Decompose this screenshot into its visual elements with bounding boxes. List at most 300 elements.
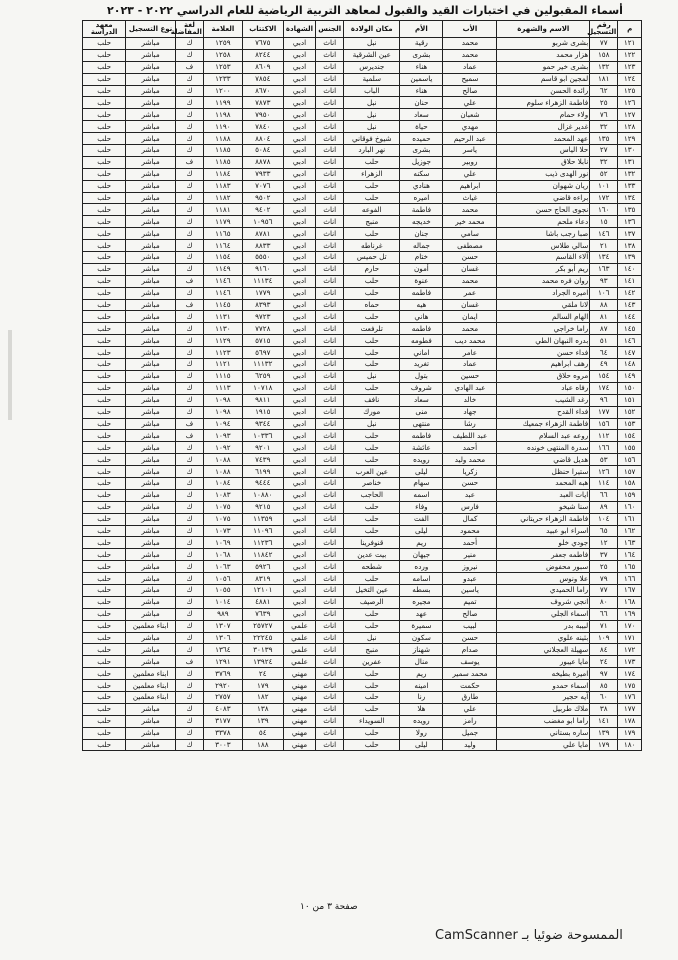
table-body bbox=[83, 38, 642, 751]
table-cell: مهني bbox=[283, 739, 315, 751]
table-cell: مباشر bbox=[126, 573, 176, 585]
table-cell: هديل قاضي bbox=[497, 454, 590, 466]
table-cell: هزار محمد bbox=[497, 49, 590, 61]
table-cell: اناث bbox=[316, 525, 344, 537]
table-cell: عبد اللطيف bbox=[443, 430, 497, 442]
table-cell: اناث bbox=[316, 121, 344, 133]
table-row bbox=[83, 228, 642, 240]
table-cell: مباشر bbox=[126, 715, 176, 727]
table-row bbox=[83, 668, 642, 680]
table-cell: ادبي bbox=[283, 168, 315, 180]
table-cell: عفرين bbox=[344, 656, 400, 668]
table-cell: اناث bbox=[316, 561, 344, 573]
table-cell: آيه حجير bbox=[497, 691, 590, 703]
table-cell: نهر البارد bbox=[344, 145, 400, 157]
table-cell: ٥٤ bbox=[242, 727, 283, 739]
table-cell: حلب bbox=[83, 513, 126, 525]
table-cell: ١١٧٩ bbox=[203, 216, 242, 228]
table-cell: ١٨٢ bbox=[242, 691, 283, 703]
table-cell: ١٧٨ bbox=[618, 715, 642, 727]
table-cell: ١١٤٥ bbox=[203, 299, 242, 311]
table-row bbox=[83, 537, 642, 549]
table-cell: ٣٢ bbox=[590, 156, 618, 168]
table-cell: هناء bbox=[400, 85, 443, 97]
table-cell: حلب bbox=[83, 228, 126, 240]
table-cell: عماد bbox=[443, 61, 497, 73]
table-cell: مصطفى bbox=[443, 240, 497, 252]
table-cell: منتهى bbox=[400, 418, 443, 430]
table-cell: حلب bbox=[83, 727, 126, 739]
table-cell: ادبي bbox=[283, 180, 315, 192]
table-cell: اسراء ابو عبيد bbox=[497, 525, 590, 537]
table-cell: ك bbox=[175, 85, 203, 97]
table-cell: جميل bbox=[443, 727, 497, 739]
table-cell: اناث bbox=[316, 418, 344, 430]
table-cell: اناث bbox=[316, 454, 344, 466]
table-cell: ك bbox=[175, 323, 203, 335]
table-cell: ٧٨٥٤ bbox=[242, 73, 283, 85]
table-cell: ٢٧٥٧ bbox=[203, 691, 242, 703]
table-cell: ادبي bbox=[283, 192, 315, 204]
table-cell: منال bbox=[400, 656, 443, 668]
table-cell: ١٠٩٨ bbox=[203, 406, 242, 418]
table-row bbox=[83, 394, 642, 406]
table-cell: مباشر bbox=[126, 347, 176, 359]
table-cell: ك bbox=[175, 501, 203, 513]
table-cell: رهف ابراهيم bbox=[497, 359, 590, 371]
table-cell: سهام bbox=[400, 477, 443, 489]
table-cell: حميده bbox=[400, 133, 443, 145]
table-cell: ادبي bbox=[283, 240, 315, 252]
table-cell: ادبي bbox=[283, 121, 315, 133]
table-cell: ريم bbox=[400, 668, 443, 680]
table-cell: ١٣٢ bbox=[618, 168, 642, 180]
table-cell: ٨٣٩٣ bbox=[242, 299, 283, 311]
table-cell: طارق bbox=[443, 691, 497, 703]
table-cell: رامز bbox=[443, 715, 497, 727]
table-cell: ك bbox=[175, 97, 203, 109]
table-cell: سميح bbox=[443, 73, 497, 85]
table-cell: حلب bbox=[83, 691, 126, 703]
table-cell: اناث bbox=[316, 596, 344, 608]
table-cell: حلب bbox=[344, 192, 400, 204]
table-cell: ٨٨ bbox=[590, 299, 618, 311]
table-cell: شعبان bbox=[443, 109, 497, 121]
table-cell: ادبي bbox=[283, 156, 315, 168]
table-cell: فاطمه bbox=[400, 323, 443, 335]
table-cell: مهني bbox=[283, 715, 315, 727]
table-cell: ك bbox=[175, 133, 203, 145]
table-cell: مباشر bbox=[126, 596, 176, 608]
table-cell: حلب bbox=[344, 513, 400, 525]
table-cell: ادبي bbox=[283, 97, 315, 109]
table-cell: ٤٨٨١ bbox=[242, 596, 283, 608]
table-cell: ١٢٥٣ bbox=[203, 61, 242, 73]
table-cell: ك bbox=[175, 703, 203, 715]
table-cell: مباشر bbox=[126, 525, 176, 537]
table-cell: حلب bbox=[83, 73, 126, 85]
table-cell: حلب bbox=[83, 644, 126, 656]
table-cell: ٣٠١٣٩ bbox=[242, 644, 283, 656]
table-cell: وليد bbox=[443, 739, 497, 751]
table-cell: مباشر bbox=[126, 537, 176, 549]
table-cell: ادبي bbox=[283, 228, 315, 240]
table-cell: ك bbox=[175, 620, 203, 632]
table-cell: اناث bbox=[316, 240, 344, 252]
table-cell: ١٢٠٠ bbox=[203, 85, 242, 97]
table-cell: تلرفعت bbox=[344, 323, 400, 335]
table-cell: ادبي bbox=[283, 311, 315, 323]
table-cell: اناث bbox=[316, 61, 344, 73]
table-cell: ١٠٧٥ bbox=[203, 501, 242, 513]
table-cell: حلب bbox=[83, 739, 126, 751]
table-cell: حلب bbox=[344, 359, 400, 371]
table-cell: حلب bbox=[83, 133, 126, 145]
table-cell: اناث bbox=[316, 180, 344, 192]
table-cell: ك bbox=[175, 644, 203, 656]
table-cell: انجي شروف bbox=[497, 596, 590, 608]
table-row bbox=[83, 370, 642, 382]
table-cell: مباشر bbox=[126, 430, 176, 442]
table-cell: مباشر bbox=[126, 73, 176, 85]
table-cell: حلب bbox=[83, 442, 126, 454]
table-row bbox=[83, 442, 642, 454]
table-cell: ادبي bbox=[283, 85, 315, 97]
table-cell: نبل bbox=[344, 97, 400, 109]
column-header: م bbox=[618, 21, 642, 38]
table-cell: حلب bbox=[83, 525, 126, 537]
table-cell: اناث bbox=[316, 442, 344, 454]
table-cell: مباشر bbox=[126, 549, 176, 561]
table-cell: ١٧١ bbox=[618, 632, 642, 644]
table-cell: ك bbox=[175, 73, 203, 85]
table-row bbox=[83, 121, 642, 133]
table-cell: ١٠٣٣٦ bbox=[242, 430, 283, 442]
table-row bbox=[83, 145, 642, 157]
table-cell: ١٨٠ bbox=[618, 739, 642, 751]
table-cell: ١٤٨ bbox=[618, 359, 642, 371]
table-cell: ٢١ bbox=[590, 240, 618, 252]
table-cell: خناصر bbox=[344, 477, 400, 489]
table-cell: ٢٢٢٤٥ bbox=[242, 632, 283, 644]
table-cell: اناث bbox=[316, 323, 344, 335]
table-cell: ١٠٨٣ bbox=[203, 489, 242, 501]
table-cell: اناث bbox=[316, 549, 344, 561]
table-cell: ١٢٦ bbox=[618, 97, 642, 109]
table-cell: أحمد bbox=[443, 442, 497, 454]
table-cell: ملاك طربيل bbox=[497, 703, 590, 715]
table-cell: ١٠٧١٨ bbox=[242, 382, 283, 394]
table-cell: ١٦٧ bbox=[618, 584, 642, 596]
table-cell: ك bbox=[175, 204, 203, 216]
table-cell: اناث bbox=[316, 192, 344, 204]
table-cell: ٧٨٧٣ bbox=[242, 97, 283, 109]
table-cell: حلب bbox=[83, 501, 126, 513]
table-cell: ٦٦ bbox=[590, 489, 618, 501]
table-cell: ليلى bbox=[400, 466, 443, 478]
table-cell: اميره الجراد bbox=[497, 287, 590, 299]
table-cell: ١٣٥ bbox=[590, 133, 618, 145]
table-cell: ك bbox=[175, 454, 203, 466]
table-cell: حلب bbox=[83, 573, 126, 585]
table-cell: حلب bbox=[83, 596, 126, 608]
table-cell: مباشر bbox=[126, 370, 176, 382]
table-cell: ف bbox=[175, 656, 203, 668]
table-cell: السويداء bbox=[344, 715, 400, 727]
table-cell: حماه bbox=[344, 299, 400, 311]
table-cell: ١٠٩٢ bbox=[203, 442, 242, 454]
table-cell: ١٠٦٣ bbox=[203, 561, 242, 573]
table-cell: ف bbox=[175, 156, 203, 168]
table-cell: ك bbox=[175, 584, 203, 596]
table-cell: ١٤١ bbox=[590, 715, 618, 727]
table-row bbox=[83, 549, 642, 561]
table-cell: ١١١٣ bbox=[203, 382, 242, 394]
table-cell: مهدي bbox=[443, 121, 497, 133]
table-cell: حلب bbox=[83, 537, 126, 549]
table-cell: ك bbox=[175, 252, 203, 264]
table-cell: ١٠٧٣ bbox=[203, 525, 242, 537]
table-row bbox=[83, 573, 642, 585]
table-cell: بشرى شربو bbox=[497, 38, 590, 50]
table-cell: ايمان bbox=[443, 311, 497, 323]
table-cell: ٣٣٧٨ bbox=[203, 727, 242, 739]
table-cell: ١٢٥٩ bbox=[203, 38, 242, 50]
table-cell: ١٦٨ bbox=[618, 596, 642, 608]
table-cell: حلب bbox=[344, 608, 400, 620]
table-cell: فاطمة bbox=[400, 204, 443, 216]
table-cell: ١٤٩ bbox=[618, 370, 642, 382]
table-cell: لمجين ابو قاسم bbox=[497, 73, 590, 85]
scanner-watermark: الممسوحة ضوئيا بـ CamScanner bbox=[435, 928, 623, 943]
table-cell: ٣٧٦٩ bbox=[203, 668, 242, 680]
table-cell: ١٤٥ bbox=[618, 323, 642, 335]
table-row bbox=[83, 466, 642, 478]
table-cell: ١٨١ bbox=[590, 73, 618, 85]
table-cell: ادبي bbox=[283, 73, 315, 85]
table-cell: روان فره محمد bbox=[497, 275, 590, 287]
table-cell: اناث bbox=[316, 537, 344, 549]
table-cell: ١٧٢ bbox=[590, 192, 618, 204]
table-cell: ٩٣٤٤ bbox=[242, 418, 283, 430]
table-cell: حلب bbox=[83, 454, 126, 466]
table-cell: اناث bbox=[316, 263, 344, 275]
table-cell: ادبي bbox=[283, 38, 315, 50]
table-cell: غسان bbox=[443, 263, 497, 275]
table-cell: ١٢٦ bbox=[590, 466, 618, 478]
table-cell: بشرى bbox=[400, 145, 443, 157]
table-cell: ١٥٨ bbox=[590, 49, 618, 61]
table-cell: ف bbox=[175, 275, 203, 287]
table-cell: زكريا bbox=[443, 466, 497, 478]
table-cell: حلب bbox=[83, 192, 126, 204]
table-cell: ١٠٦٨ bbox=[203, 549, 242, 561]
table-cell: مروه حلاق bbox=[497, 370, 590, 382]
table-cell: ٨٧ bbox=[590, 323, 618, 335]
table-row bbox=[83, 73, 642, 85]
table-cell: اناث bbox=[316, 299, 344, 311]
table-cell: اناث bbox=[316, 727, 344, 739]
table-cell: ف bbox=[175, 61, 203, 73]
table-row bbox=[83, 739, 642, 751]
table-row bbox=[83, 489, 642, 501]
table-cell: لبيب bbox=[443, 620, 497, 632]
table-cell: الرصيف bbox=[344, 596, 400, 608]
table-cell: ك bbox=[175, 192, 203, 204]
table-cell: ١٦٦ bbox=[590, 442, 618, 454]
table-cell: حلب bbox=[83, 656, 126, 668]
table-cell: علمي bbox=[283, 632, 315, 644]
table-cell: اناث bbox=[316, 370, 344, 382]
table-cell: منبج bbox=[344, 216, 400, 228]
table-cell: رغد الشيب bbox=[497, 394, 590, 406]
document-title: أسماء المقبولين في اختبارات القيد والقبول لمعاهد التربية الرياضية للعام الدراسي ٢٠٢٢ - ٢٠٢٣ bbox=[107, 4, 623, 17]
table-cell: ١١٢ bbox=[590, 430, 618, 442]
table-cell: ١٤٦ bbox=[590, 228, 618, 240]
table-cell: محمد bbox=[443, 275, 497, 287]
table-cell: حلب bbox=[83, 620, 126, 632]
table-cell: اناث bbox=[316, 204, 344, 216]
table-cell: حلب bbox=[344, 156, 400, 168]
table-cell: مهني bbox=[283, 727, 315, 739]
table-cell: حلب bbox=[83, 168, 126, 180]
table-cell: الباب bbox=[344, 85, 400, 97]
table-row bbox=[83, 299, 642, 311]
table-cell: مايا علي bbox=[497, 739, 590, 751]
table-cell: عين التخيل bbox=[344, 584, 400, 596]
table-cell: ١٢٩ bbox=[618, 133, 642, 145]
table-cell: حلب bbox=[83, 632, 126, 644]
table-cell: مباشر bbox=[126, 489, 176, 501]
table-cell: ١٢٣٣ bbox=[203, 73, 242, 85]
table-cell: غدير غزال bbox=[497, 121, 590, 133]
table-cell: جهاد bbox=[443, 406, 497, 418]
table-cell: ١١٨١ bbox=[203, 204, 242, 216]
table-cell: مباشر bbox=[126, 323, 176, 335]
admissions-table bbox=[82, 20, 642, 751]
table-cell: ١٣١ bbox=[618, 156, 642, 168]
table-cell: اناث bbox=[316, 573, 344, 585]
table-cell: اناث bbox=[316, 335, 344, 347]
table-cell: عبدو bbox=[443, 573, 497, 585]
table-cell: ولاء حمام bbox=[497, 109, 590, 121]
table-cell: مباشر bbox=[126, 442, 176, 454]
table-cell: اناث bbox=[316, 347, 344, 359]
table-cell: نبل bbox=[344, 418, 400, 430]
table-cell: ١٤٠ bbox=[618, 263, 642, 275]
table-row bbox=[83, 656, 642, 668]
table-row bbox=[83, 204, 642, 216]
table-cell: ك bbox=[175, 668, 203, 680]
table-cell: ١٣٠٦ bbox=[203, 632, 242, 644]
table-cell: حلب bbox=[344, 680, 400, 692]
table-cell: ١١٢٣ bbox=[203, 347, 242, 359]
table-cell: ١٠٧٥ bbox=[203, 513, 242, 525]
table-cell: مباشر bbox=[126, 133, 176, 145]
table-cell: ٢٤ bbox=[590, 656, 618, 668]
table-cell: ٨٠ bbox=[590, 596, 618, 608]
table-cell: جوزيل bbox=[400, 156, 443, 168]
table-cell: حلب bbox=[83, 477, 126, 489]
table-cell: ١٣٤ bbox=[618, 192, 642, 204]
table-cell: ١٥٣ bbox=[618, 418, 642, 430]
table-cell: ٩٧٢٣ bbox=[242, 311, 283, 323]
table-row bbox=[83, 382, 642, 394]
table-cell: مباشر bbox=[126, 287, 176, 299]
table-cell: حلب bbox=[83, 406, 126, 418]
table-cell: عين العرب bbox=[344, 466, 400, 478]
table-cell: اناث bbox=[316, 382, 344, 394]
table-cell: ك bbox=[175, 513, 203, 525]
table-cell: اناث bbox=[316, 73, 344, 85]
table-cell: ادبي bbox=[283, 275, 315, 287]
table-cell: مباشر bbox=[126, 204, 176, 216]
table-cell: ١١٢١ bbox=[203, 359, 242, 371]
table-cell: نبل bbox=[344, 121, 400, 133]
table-cell: حلب bbox=[344, 573, 400, 585]
table-cell: ٨٨٠٤ bbox=[242, 133, 283, 145]
table-cell: ١٩١٥ bbox=[242, 406, 283, 418]
table-cell: الحاجب bbox=[344, 489, 400, 501]
table-cell: شهناز bbox=[400, 644, 443, 656]
table-cell: ٧٧ bbox=[590, 38, 618, 50]
column-header: الأم bbox=[400, 21, 443, 38]
table-cell: حلب bbox=[344, 620, 400, 632]
table-cell: حلب bbox=[344, 668, 400, 680]
table-cell: اماني bbox=[400, 347, 443, 359]
table-cell: محمد bbox=[443, 204, 497, 216]
table-cell: حلب bbox=[83, 287, 126, 299]
table-cell: ١٤٢ bbox=[618, 287, 642, 299]
table-cell: ١٣٦٤ bbox=[203, 644, 242, 656]
table-cell: ١٦٣ bbox=[590, 263, 618, 275]
table-cell: ١٢٩١ bbox=[203, 656, 242, 668]
table-cell: ٨٢٤٤ bbox=[242, 49, 283, 61]
table-cell: راما خراجي bbox=[497, 323, 590, 335]
table-cell: فاطمة الزهراء حريتاني bbox=[497, 513, 590, 525]
table-cell: عنوة bbox=[400, 275, 443, 287]
table-cell: محمد وليد bbox=[443, 454, 497, 466]
table-cell: ك bbox=[175, 145, 203, 157]
table-cell: حلب bbox=[344, 691, 400, 703]
table-cell: جنان bbox=[400, 228, 443, 240]
table-cell: سبور محفوض bbox=[497, 561, 590, 573]
table-cell: ١١٣٠ bbox=[203, 323, 242, 335]
table-cell: ادبي bbox=[283, 608, 315, 620]
table-cell: ١١٨٥ bbox=[203, 156, 242, 168]
table-cell: ك bbox=[175, 311, 203, 323]
table-cell: حلب bbox=[83, 156, 126, 168]
table-cell: حلب bbox=[83, 418, 126, 430]
table-cell: ١٣٩ bbox=[242, 715, 283, 727]
table-cell: عبد الرحيم bbox=[443, 133, 497, 145]
table-cell: ك bbox=[175, 596, 203, 608]
table-cell: حلب bbox=[83, 61, 126, 73]
table-cell: فداء القدح bbox=[497, 406, 590, 418]
table-cell: ريان شهوان bbox=[497, 180, 590, 192]
table-cell: حلب bbox=[344, 180, 400, 192]
table-cell: حسين bbox=[443, 370, 497, 382]
table-cell: ابناء معلمين bbox=[126, 668, 176, 680]
table-cell: حلب bbox=[83, 549, 126, 561]
table-cell: ١١٣١ bbox=[203, 311, 242, 323]
table-cell: ١٢ bbox=[590, 537, 618, 549]
table-cell: اناث bbox=[316, 49, 344, 61]
table-cell: ادبي bbox=[283, 347, 315, 359]
table-cell: اناث bbox=[316, 133, 344, 145]
table-cell: ك bbox=[175, 109, 203, 121]
table-cell: حلب bbox=[344, 382, 400, 394]
